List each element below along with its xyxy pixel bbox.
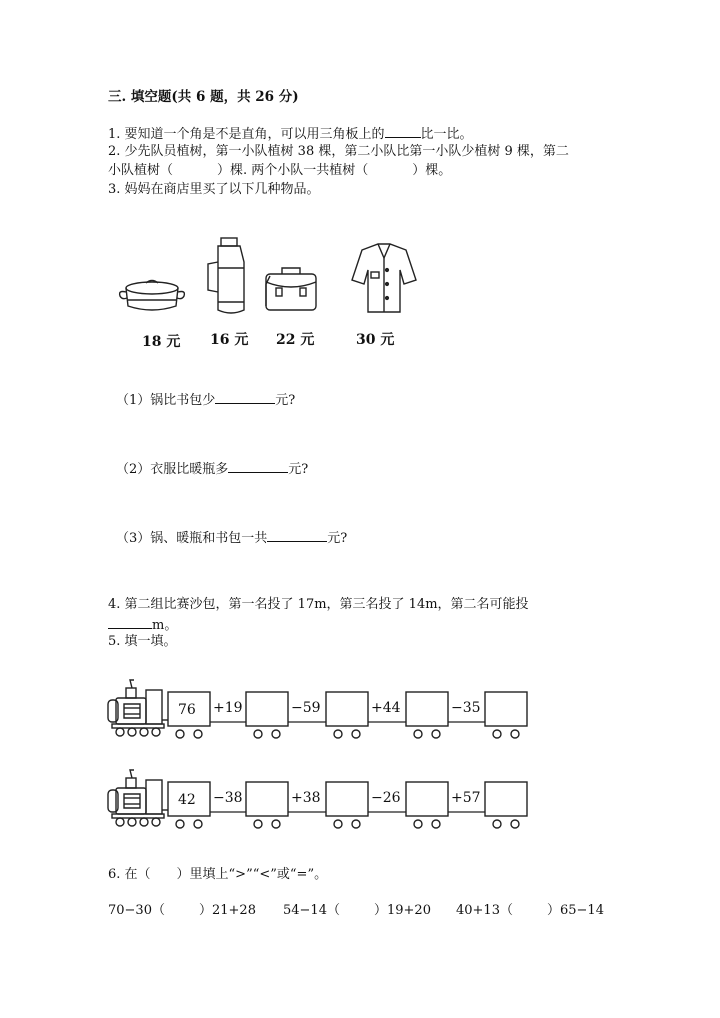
train-1-start-value: 76 bbox=[178, 702, 196, 718]
train-2-car-3[interactable] bbox=[326, 782, 368, 828]
train-2-start-value: 42 bbox=[178, 792, 196, 808]
q6-item-2 bbox=[283, 902, 431, 920]
train-1-op-4: −35 bbox=[451, 700, 481, 716]
train-2-op-1: −38 bbox=[213, 790, 243, 806]
price-thermos: 16 元 bbox=[210, 332, 249, 348]
q6-item-3-right: ）65−14 bbox=[546, 903, 604, 918]
q6-text: 6. 在（ ）里填上“>”“<”或“=”。 bbox=[108, 867, 328, 882]
train-2-op-3: −26 bbox=[371, 790, 401, 806]
q6-item-1-right: ）21+28 bbox=[198, 903, 256, 918]
q6-item-1 bbox=[108, 902, 256, 920]
train-2-car-5[interactable] bbox=[485, 782, 527, 828]
q3-sub1-text: （1）锅比书包少 bbox=[116, 393, 216, 408]
q1-end: 比一比。 bbox=[420, 127, 473, 142]
price-shirt: 30 元 bbox=[356, 332, 395, 348]
q1-text: 1. 要知道一个角是不是直角，可以用三角板上的 bbox=[108, 127, 385, 142]
q2-line2-a: 小队植树（ bbox=[108, 163, 174, 178]
q4-unit: m。 bbox=[152, 618, 178, 633]
q6-item-3 bbox=[456, 902, 604, 920]
q3-sub3-unit: 元? bbox=[327, 531, 348, 546]
q6-item-3-left: 40+13（ bbox=[456, 903, 513, 918]
q3-sub3-text: （3）锅、暖瓶和书包一共 bbox=[116, 531, 268, 546]
train-2-car-4[interactable] bbox=[406, 782, 448, 828]
q3-sub1-unit: 元? bbox=[275, 393, 296, 408]
train-2-op-2: +38 bbox=[291, 790, 321, 806]
q6-item-2-left: 54−14（ bbox=[283, 903, 340, 918]
train-1-op-2: −59 bbox=[291, 700, 321, 716]
train-1-op-3: +44 bbox=[371, 700, 401, 716]
q2-line2-c: ）棵。 bbox=[412, 163, 452, 178]
q3-sub2-text: （2）衣服比暖瓶多 bbox=[116, 462, 229, 477]
q6-item-2-right: ）19+20 bbox=[373, 903, 431, 918]
q6-item-1-left: 70−30（ bbox=[108, 903, 165, 918]
train-2-car-1 bbox=[168, 782, 210, 828]
q4-line1: 4. 第二组比赛沙包，第一名投了 17m，第三名投了 14m，第二名可能投 bbox=[108, 597, 529, 612]
q2-line2-b: ）棵. 两个小队一共植树（ bbox=[217, 163, 369, 178]
q3-text: 3. 妈妈在商店里买了以下几种物品。 bbox=[108, 182, 320, 197]
locomotive-2-icon bbox=[108, 770, 164, 826]
price-bag: 22 元 bbox=[276, 332, 315, 348]
q3-sub2-unit: 元? bbox=[288, 462, 309, 477]
train-2-op-4: +57 bbox=[451, 790, 481, 806]
train-1-op-1: +19 bbox=[213, 700, 243, 716]
price-pot: 18 元 bbox=[142, 334, 181, 350]
train-2-car-2[interactable] bbox=[246, 782, 288, 828]
section-title: 三. 填空题(共 6 题，共 26 分) bbox=[108, 89, 299, 105]
q2-line1: 2. 少先队员植树，第一小队植树 38 棵，第二小队比第一小队少植树 9 棵，第二 bbox=[108, 144, 569, 159]
q5-text: 5. 填一填。 bbox=[108, 634, 177, 649]
